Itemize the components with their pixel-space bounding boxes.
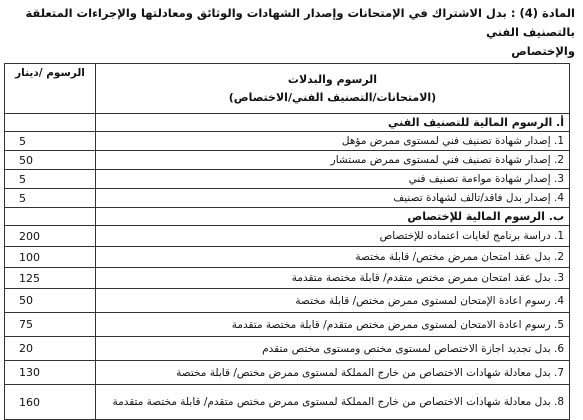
section-b-empty-cell [5, 208, 96, 226]
article-title-line1: المادة (4) : بدل الاشتراك في الإمتحانات وإصدار الشهادات والوثائق ومعادلتها والإجراءات المتعلقة بالتصنيف الفني [25, 6, 575, 39]
row-desc: 7. بدل معادلة شهادات الاختصاص من خارج المملكة لمستوى ممرض مختص/ قابلة مختصة [96, 361, 570, 385]
row-desc: 5. رسوم اعادة الامتحان لمستوى ممرض مختص متقدم/ قابلة مختصة متقدمة [96, 313, 570, 337]
row-amount: 160 [5, 385, 96, 420]
section-a-title: أ. الرسوم المالية للتصنيف الفني [96, 114, 570, 132]
table-row [5, 337, 570, 361]
row-amount: 5 [5, 189, 96, 208]
article-heading [5, 4, 575, 61]
header-desc-line2: (الامتحانات/التصنيف الفني/الاختصاص) [228, 90, 437, 104]
row-amount: 50 [5, 289, 96, 313]
row-desc: 1. إصدار شهادة تصنيف فني لمستوى ممرض مؤهل [96, 132, 570, 151]
row-amount: 5 [5, 132, 96, 151]
row-amount: 75 [5, 313, 96, 337]
section-a-empty-cell [5, 114, 96, 132]
table-row [5, 189, 570, 208]
row-amount: 50 [5, 151, 96, 170]
article-title-line2: والإختصاص [511, 44, 575, 58]
table-row [5, 247, 570, 268]
row-desc: 2. إصدار شهادة تصنيف فني لمستوى ممرض مستشار [96, 151, 570, 170]
row-amount: 130 [5, 361, 96, 385]
table-row [5, 226, 570, 247]
fees-table [4, 63, 570, 420]
row-amount: 20 [5, 337, 96, 361]
row-desc: 8. بدل معادلة شهادات الاختصاص من خارج المملكة لمستوى ممرض مختص متقدم/ قابلة مختصة متقدمة [96, 385, 570, 420]
row-desc: 6. بدل تجديد اجازة الاختصاص لمستوى مختص ومستوى مختص متقدم [96, 337, 570, 361]
row-desc: 2. بدل عقد امتحان ممرض مختص/ قابلة مختصة [96, 247, 570, 268]
table-row [5, 132, 570, 151]
table-row [5, 313, 570, 337]
row-desc: 3. إصدار شهادة مواءمة تصنيف فني [96, 170, 570, 189]
table-row [5, 170, 570, 189]
section-b-title: ب. الرسوم المالية للإختصاص [96, 208, 570, 226]
row-desc: 4. رسوم اعادة الإمتحان لمستوى ممرض مختص/ قابلة مختصة [96, 289, 570, 313]
table-row [5, 151, 570, 170]
row-desc: 3. بدل عقد امتحان ممرض مختص متقدم/ قابلة مختصة متقدمة [96, 268, 570, 289]
row-amount: 5 [5, 170, 96, 189]
table-header-row [5, 64, 570, 114]
row-desc: 4. إصدار بدل فاقد/تالف لشهادة تصنيف [96, 189, 570, 208]
row-desc: 1. دراسة برنامج لغايات اعتماده للإختصاص [96, 226, 570, 247]
table-row [5, 361, 570, 385]
row-amount: 200 [5, 226, 96, 247]
table-row [5, 289, 570, 313]
header-amount: الرسوم /دينار [5, 64, 96, 114]
section-b-row [5, 208, 570, 226]
section-a-row [5, 114, 570, 132]
header-fees-description [96, 64, 570, 114]
table-row [5, 268, 570, 289]
table-row [5, 385, 570, 420]
row-amount: 100 [5, 247, 96, 268]
row-amount: 125 [5, 268, 96, 289]
header-desc-line1: الرسوم والبدلات [287, 72, 378, 86]
